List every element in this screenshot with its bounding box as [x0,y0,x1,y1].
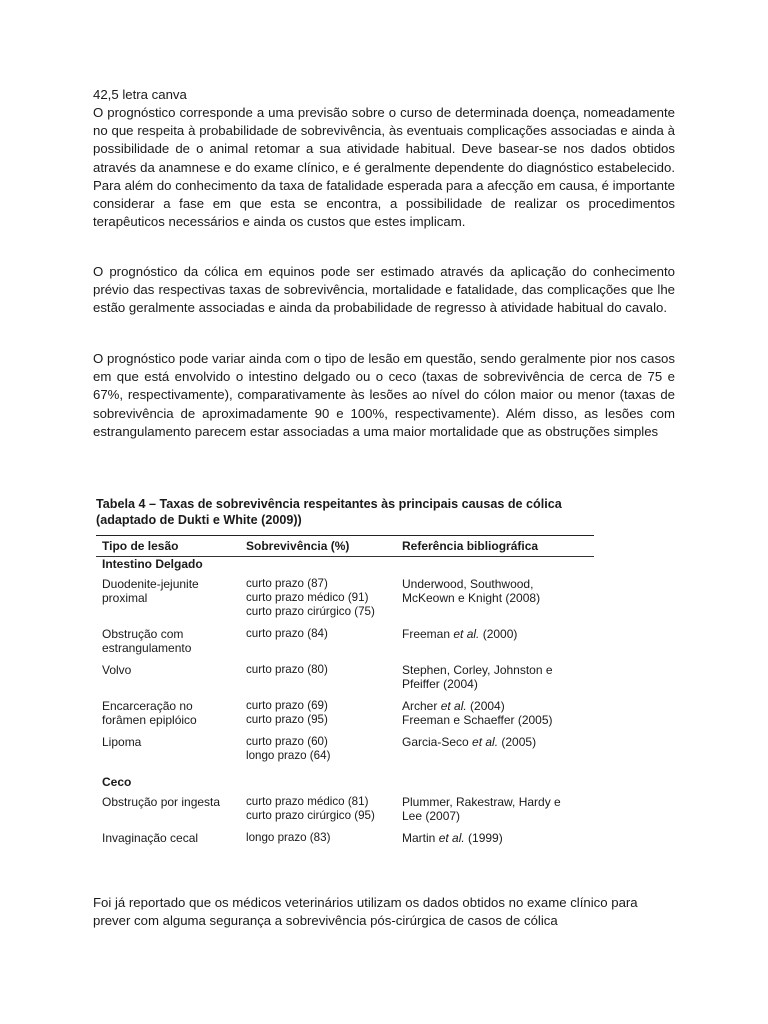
cell-reference-line [402,699,594,713]
table-row [96,735,594,763]
cell-reference-line [402,831,594,845]
paragraph-colic-prognosis: O prognóstico da cólica em equinos pode ser estimado através da aplicação do conhecimento prévio das respectivas taxas de sobrevivência, mortalidade e fatalidade, das complicações que lhe estão geralmente associadas e ainda da probabilidade de regresso à atividade habitual do cavalo. [93,264,675,316]
cell-text: Lipoma [102,735,142,749]
cell-text: curto prazo (84) [246,627,328,640]
cell-lesion-type [96,735,246,763]
cell-text: curto prazo (87) [246,577,328,590]
cell-text: Stephen, Corley, Johnston e [402,663,553,677]
cell-reference-line [402,663,594,677]
header-lesion-type: Tipo de lesão [102,539,179,553]
cell-text: Obstrução por ingesta [102,795,221,809]
cell-text: et al. [438,831,465,845]
cell-survival [246,663,402,691]
cell-text: Freeman [402,627,454,641]
cell-text: Underwood, Southwood, [402,577,534,591]
survival-table [96,496,594,845]
table-row [96,577,594,619]
cell-lesion-type [96,795,246,823]
cell-text: curto prazo (95) [246,713,328,726]
cell-reference [402,795,594,823]
cell-reference-line [402,795,594,809]
paragraph-lesion-type: O prognóstico pode variar ainda com o tipo de lesão em questão, sendo geralmente pior nos casos em que está envolvido o intestino delgado ou o ceco (taxas de sobrevivência de cerca de 75 e 67%, respectivamente), comparativamente às lesões ao nível do cólon maior ou menor (taxas de sobrevivência de aproximadamente 90 e 100%, respectivamente). Além disso, as lesões com estrangulamento parecem estar associadas a uma maior mortalidade que as obstruções simples [93,351,675,439]
cell-text: et al. [472,735,499,749]
cell-reference [402,735,594,763]
cell-text: curto prazo (80) [246,663,328,676]
cell-lesion-type [96,577,246,619]
cell-reference-line [402,627,594,641]
table-group-label: Ceco [102,775,132,789]
cell-text: curto prazo cirúrgico (95) [246,809,375,822]
cell-text: McKeown e Knight (2008) [402,591,541,605]
cell-text: longo prazo (64) [246,749,331,762]
cell-text: Invaginação cecal [102,831,199,845]
cell-text: Archer [402,699,441,713]
cell-text: curto prazo médico (81) [246,795,369,808]
table-row [96,831,594,845]
table-group-label: Intestino Delgado [102,557,203,571]
cell-survival [246,577,402,619]
header-reference: Referência bibliográfica [402,539,539,553]
cell-survival [246,735,402,763]
cell-lesion-type [96,627,246,655]
cell-reference-line [402,591,594,605]
cell-text: Martin [402,831,439,845]
document-heading: 42,5 letra canva [93,87,187,102]
cell-reference [402,699,594,727]
header-survival: Sobrevivência (%) [246,539,350,553]
cell-text: Duodenite-jejunite [102,577,199,591]
cell-text: curto prazo (69) [246,699,328,712]
cell-lesion-type [96,699,246,727]
cell-reference-line [402,713,594,727]
cell-lesion-type [96,663,246,691]
cell-survival [246,831,402,845]
cell-reference [402,627,594,655]
cell-text: Pfeiffer (2004) [402,677,478,691]
paragraph-prognosis-definition: O prognóstico corresponde a uma previsão sobre o curso de determinada doença, nomeadamente no que respeita à probabilidade de sobrevivência, às eventuais complicações associadas e ainda à possibilidade de o animal retomar a sua atividade habitual. Deve basear-se nos dados obtidos através da anamnese e do exame clínico, e é geralmente dependente do diagnóstico estabelecido. Para além do conhecimento da taxa de fatalidade esperada para a afecção em causa, é importante considerar a fase em que esta se encontra, a possibilidade de realizar os procedimentos terapêuticos necessários e ainda os custos que estes implicam. [93,105,675,230]
cell-reference [402,577,594,619]
cell-reference-line [402,677,594,691]
cell-survival [246,699,402,727]
cell-text: et al. [453,627,480,641]
cell-reference [402,831,594,845]
table-row [96,663,594,691]
table-body [96,557,594,845]
cell-text: (2004) [466,699,505,713]
cell-text: Encarceração no [102,699,193,713]
cell-text: curto prazo médico (91) [246,591,369,604]
cell-text: forâmen epiplóico [102,713,197,727]
cell-text: (2000) [479,627,518,641]
cell-reference [402,663,594,691]
cell-survival [246,627,402,655]
table-caption [96,496,594,528]
cell-survival [246,795,402,823]
cell-text: longo prazo (83) [246,831,331,844]
cell-text: estrangulamento [102,641,192,655]
table-caption-title: Tabela 4 – Taxas de sobrevivência respeitantes às principais causas de cólica [96,497,562,511]
cell-text: Garcia-Seco [402,735,473,749]
table-caption-source: (adaptado de Dukti e White (2009)) [96,513,302,527]
cell-text: (2005) [498,735,537,749]
cell-reference-line [402,735,594,749]
cell-text: et al. [440,699,467,713]
table-header-row [96,536,594,557]
paragraph-clinical-data: Foi já reportado que os médicos veterinários utilizam os dados obtidos no exame clínico para prever com alguma segurança a sobrevivência pós-cirúrgica de casos de cólica [93,895,638,929]
cell-text: Volvo [102,663,132,677]
table-row [96,795,594,823]
cell-text: Obstrução com [102,627,184,641]
cell-text: curto prazo cirúrgico (75) [246,605,375,618]
cell-reference-line [402,809,594,823]
table-row [96,627,594,655]
cell-text: curto prazo (60) [246,735,328,748]
cell-text: (1999) [464,831,503,845]
cell-reference-line [402,577,594,591]
table-row [96,699,594,727]
cell-text: proximal [102,591,148,605]
cell-text: Lee (2007) [402,809,461,823]
cell-lesion-type [96,831,246,845]
cell-text: Plummer, Rakestraw, Hardy e [402,795,561,809]
cell-text: Freeman e Schaeffer (2005) [402,713,553,727]
